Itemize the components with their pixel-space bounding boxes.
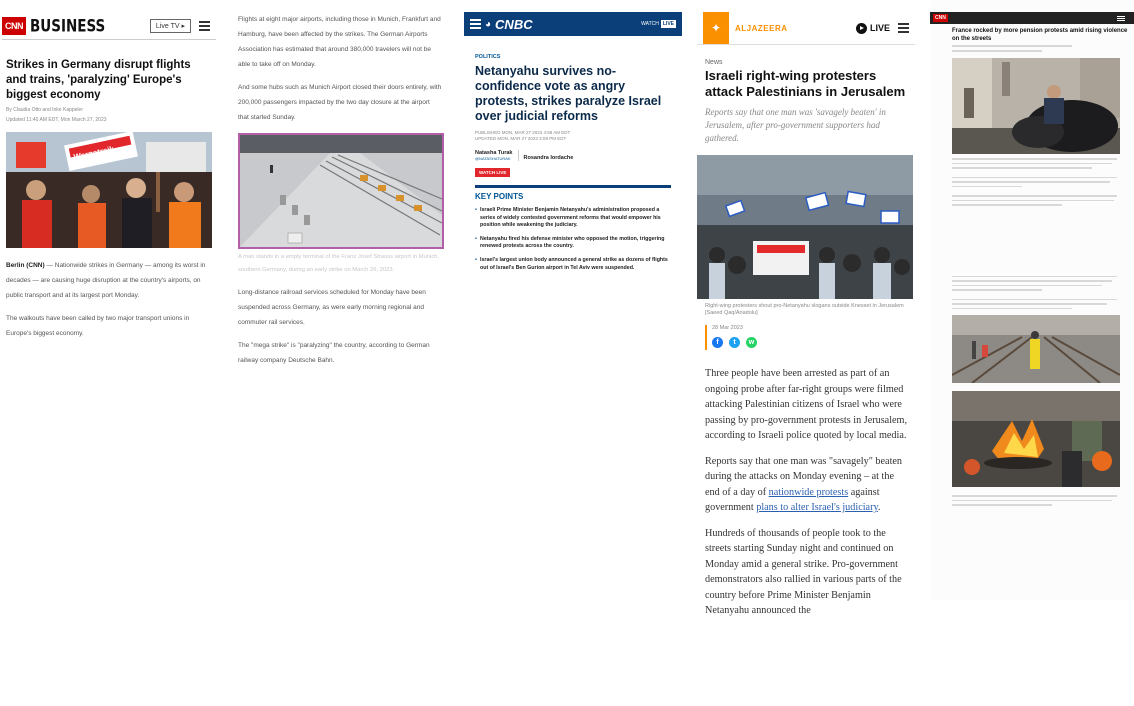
author-1[interactable]: Natasha Turak: [475, 150, 513, 156]
whatsapp-icon[interactable]: w: [746, 337, 757, 348]
menu-icon[interactable]: [898, 21, 909, 35]
photo-caption: A man stands in a empty terminal of the Franz Josef Strauss airport in Munich, southern Germany, during an early strike on March 26, 2023.: [238, 254, 440, 273]
key-points-divider: [475, 185, 671, 188]
cnbc-logo[interactable]: CNBC: [495, 16, 533, 32]
author-2[interactable]: Rosandra Iordache: [523, 155, 574, 161]
play-icon: [856, 23, 867, 34]
aljazeera-paragraph-2: Reports say that one man was "savagely" beaten during the attacks on Monday evening – at the end of a day of nationwide protests against government plans to alter Israel's judiciary.: [705, 455, 903, 513]
cnn-logo[interactable]: CNN: [2, 17, 26, 35]
cnn-headline: Strikes in Germany disrupt flights and trains, 'paralyzing' Europe's biggest economy: [6, 59, 191, 101]
watch-live-button[interactable]: WATCH LIVE: [475, 168, 510, 177]
facebook-icon[interactable]: f: [712, 337, 723, 348]
aljazeera-logo-icon[interactable]: ✦: [703, 12, 729, 44]
key-point: • Netanyahu fired his defense minister who opposed the motion, triggering renewed protests across the country.: [480, 236, 670, 251]
cnbc-header: [464, 12, 682, 36]
cnn-paragraph-1: Berlin (CNN) — Nationwide strikes in Germany — among its worst in decades — are causing huge disruption at the country's airports, on public transport and at its largest port Monday.: [6, 262, 206, 299]
aljazeera-subhead: Reports say that one man was 'savagely beaten' in Jerusalem, after pro-government supporters had gathered.: [705, 107, 886, 143]
author-1-handle[interactable]: @NATASHATURAK: [475, 156, 511, 161]
cnn-section-title[interactable]: BUSINESS: [30, 15, 106, 36]
cnn-paragraph-2: The walkouts have been called by two major transport unions in Europe's biggest economy.: [6, 315, 190, 337]
aljazeera-paragraph-3: Hundreds of thousands of people took to the streets starting Sunday night and continued on Monday amid a general strike. Pro-government demonstrators also rallied in various parts of the country before Prime Minister Benjamin Netanyahu announced the: [705, 527, 902, 616]
cnn-byline: By Claudia Otto and Inke Kappeler: [6, 107, 83, 113]
col5-headline: France rocked by more pension protests amid rising violence on the streets: [952, 28, 1128, 42]
watch-live-link[interactable]: WATCH LIVE: [641, 21, 674, 27]
aljazeera-article-panel: [697, 0, 915, 706]
cnbc-category[interactable]: POLITICS: [475, 54, 501, 60]
aljazeera-photo[interactable]: [697, 155, 915, 299]
share-buttons: [712, 337, 907, 350]
cnn-article-continued-panel: [232, 0, 446, 706]
france-protest-article-panel: [930, 0, 1134, 600]
col2-paragraph-2: And some hubs such as Munich Airport closed their doors entirely, with 200,000 passengers impacted by the two day closure at the airport that started Sunday.: [238, 84, 442, 121]
cnn-header: [2, 12, 216, 40]
aljazeera-date: 28 Mar 2023: [712, 325, 743, 331]
col5-text-block-1: [952, 158, 1122, 309]
key-point: • Israel's largest union body announced a general strike as dozens of flights out of Israel's Ben Gurion airport in Tel Aviv were suspended.: [480, 257, 670, 272]
cnbc-updated: UPDATED MON, MAR 27 2023 3:08 PM EDT: [475, 136, 567, 141]
empty-terminal-image: [240, 135, 442, 247]
menu-icon[interactable]: [199, 19, 210, 33]
cnbc-authors: [475, 150, 671, 161]
aljazeera-category[interactable]: News: [705, 59, 723, 66]
paris-trash-image: [952, 58, 1120, 154]
aljazeera-headline: Israeli right-wing protesters attack Palestinians in Jerusalem: [705, 68, 906, 99]
cnbc-article-panel: [464, 0, 682, 345]
cnn-article-panel: [0, 0, 218, 706]
col2-paragraph-4: The "mega strike" is "paralyzing" the country, according to German railway company Deutsche Bahn.: [238, 342, 430, 364]
aljazeera-paragraph-1: Three people have been arrested as part of an ongoing probe after far-right groups were filmed attacking Palestinian citizens of Israel who were passing by pro-government protests in Jerusalem, according to Israeli police quoted by local media.: [705, 368, 908, 441]
aljazeera-header: [697, 12, 915, 45]
col5-logo[interactable]: CNN: [935, 15, 946, 21]
judiciary-plans-link[interactable]: plans to alter Israel's judiciary: [756, 502, 878, 513]
cnn-updated: Updated 11:40 AM EDT, Mon March 27, 2023: [6, 117, 107, 123]
col2-paragraph-3: Long-distance railroad services scheduled for Monday have been suspended across Germany, as were early morning regional and commuter rail services.: [238, 289, 426, 326]
railway-protest-image: [952, 315, 1120, 383]
live-button[interactable]: LIVE: [856, 23, 890, 34]
nationwide-protests-link[interactable]: nationwide protests: [768, 486, 849, 498]
aljazeera-meta: [705, 325, 907, 350]
street-fire-image: [952, 391, 1120, 487]
cnbc-menu-icon[interactable]: [470, 17, 481, 31]
aljazeera-brand[interactable]: ALJAZEERA: [735, 23, 788, 33]
col5-menu-icon[interactable]: [1117, 15, 1125, 22]
col5-header: [930, 12, 1134, 24]
key-point: • Israeli Prime Minister Benjamin Netanyahu's administration proposed a series of widely contested government reforms that would empower his position while weakening the judiciary.: [480, 207, 670, 230]
col5-photo-1[interactable]: [952, 58, 1122, 154]
aljazeera-caption: Right-wing protesters shout pro-Netanyahu slogans outside Knesset in Jerusalem [Saeed Qaq/Anadolu]: [705, 303, 904, 316]
cnbc-headline: Netanyahu survives no-confidence vote as angry protests, strikes paralyze Israel over judicial reforms: [475, 64, 662, 123]
cnbc-published: PUBLISHED MON, MAR 27 2023 4:58 AM EDT: [475, 130, 571, 135]
airport-photo[interactable]: [238, 133, 444, 249]
twitter-icon[interactable]: t: [729, 337, 740, 348]
strike-protest-image: [6, 132, 212, 248]
col5-photo-3[interactable]: [952, 391, 1122, 487]
col2-paragraph-1: Flights at eight major airports, including those in Munich, Frankfurt and Hamburg, have been affected by the strikes. The German Airports Association has estimated that around 380,000 travelers will not be able to take off on Monday.: [238, 16, 441, 68]
cnn-photo[interactable]: [6, 132, 212, 248]
photo-sign-text: Warnstreik: [72, 144, 115, 162]
peacock-icon: ◕: [485, 18, 492, 30]
key-points-title: KEY POINTS: [475, 192, 524, 201]
live-tv-button[interactable]: Live TV ▸: [150, 19, 191, 33]
col5-photo-2[interactable]: [952, 315, 1122, 383]
protest-crowd-image: [697, 155, 913, 299]
